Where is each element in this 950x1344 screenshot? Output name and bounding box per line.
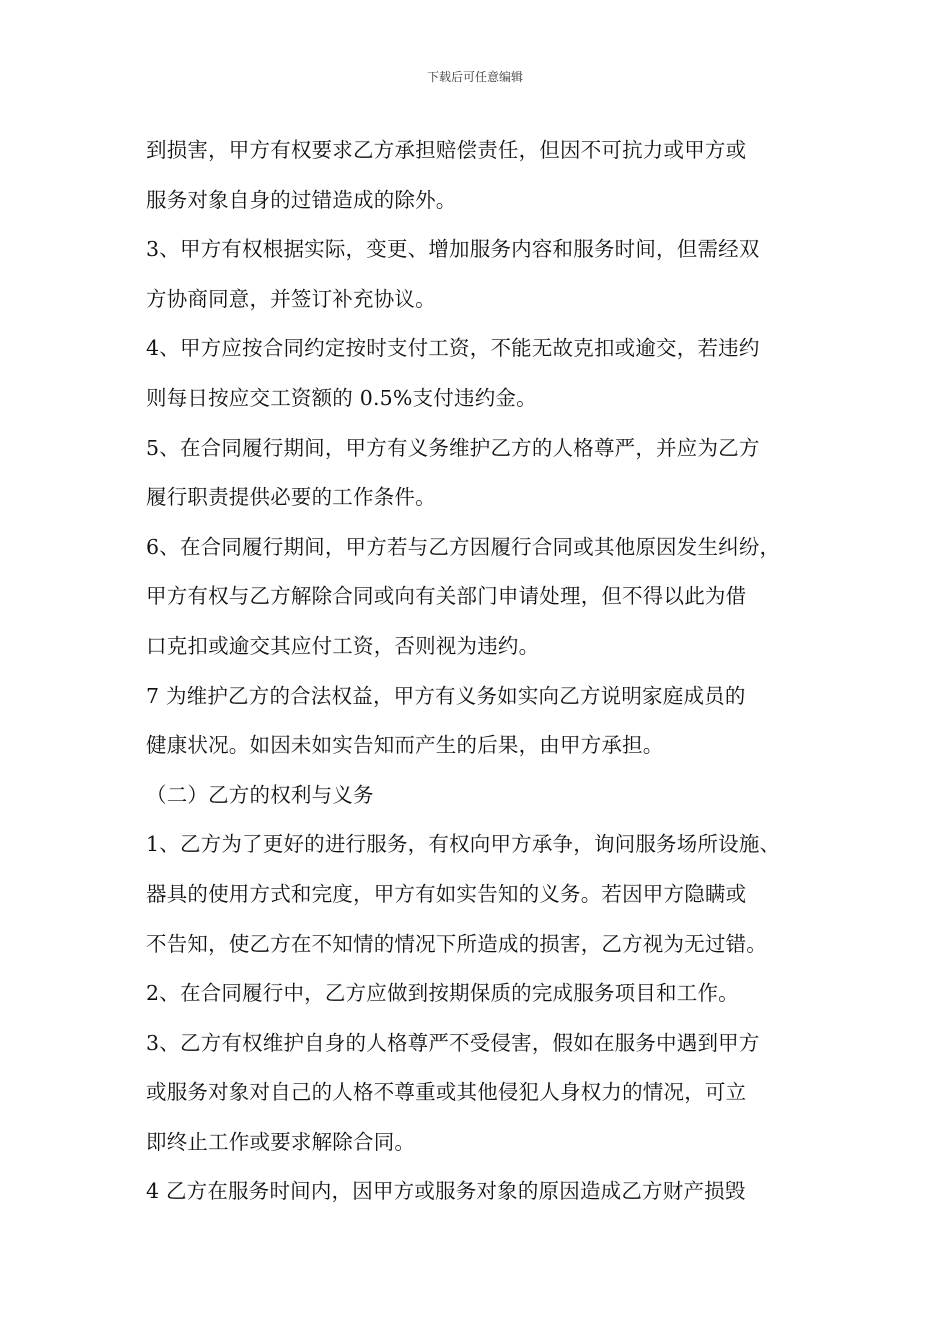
text-line: 7 为维护乙方的合法权益，甲方有义务如实向乙方说明家庭成员的 [146,683,746,708]
text-line: 到损害，甲方有权要求乙方承担赔偿责任，但因不可抗力或甲方或 [146,138,747,162]
text-line: 2、在合同履行中，乙方应做到按期保质的完成服务项目和工作。 [146,981,739,1006]
text-line: 器具的使用方式和完度，甲方有如实告知的义务。若因甲方隐瞒或 [146,881,747,906]
text-line: 3、乙方有权维护自身的人格尊严不受侵害，假如在服务中遇到甲方 [146,1030,760,1055]
text-line: 1、乙方为了更好的进行服务，有权向甲方承争，询问服务场所设施、 [146,832,781,857]
text-line: 3、甲方有权根据实际，变更、增加服务内容和服务时间，但需经双 [146,237,760,262]
text-line: 即终止工作或要求解除合同。 [146,1129,416,1154]
text-line: 则每日按应交工资额的 0.5%支付违约金。 [146,385,537,410]
text-line: 甲方有权与乙方解除合同或向有关部门申请处理，但不得以此为借 [146,584,747,609]
text-line: 4 乙方在服务时间内，因甲方或服务对象的原因造成乙方财产损毁 [146,1179,746,1204]
text-line: 不告知，使乙方在不知情的情况下所造成的损害，乙方视为无过错。 [146,931,767,956]
text-line: 履行职责提供必要的工作条件。 [146,485,436,510]
text-line: 或服务对象对自己的人格不尊重或其他侵犯人身权力的情况，可立 [146,1080,747,1105]
text-line: 口克扣或逾交其应付工资，否则视为违约。 [146,633,540,658]
text-line: 服务对象自身的过错造成的除外。 [146,187,457,212]
section-heading: （二）乙方的权利与义务 [146,782,374,807]
document-body [146,126,812,1217]
text-line: 4、甲方应按合同约定按时支付工资，不能无故克扣或逾交，若违约 [146,336,760,361]
text-line: 健康状况。如因未如实告知而产生的后果，由甲方承担。 [146,733,664,758]
text-line: 5、在合同履行期间，甲方有义务维护乙方的人格尊严，并应为乙方 [146,435,760,460]
text-line: 方协商同意，并签订补充协议。 [146,286,436,311]
page-header: 下载后可任意编辑 [426,70,523,84]
text-line: 6、在合同履行期间，甲方若与乙方因履行合同或其他原因发生纠纷， [146,534,781,559]
